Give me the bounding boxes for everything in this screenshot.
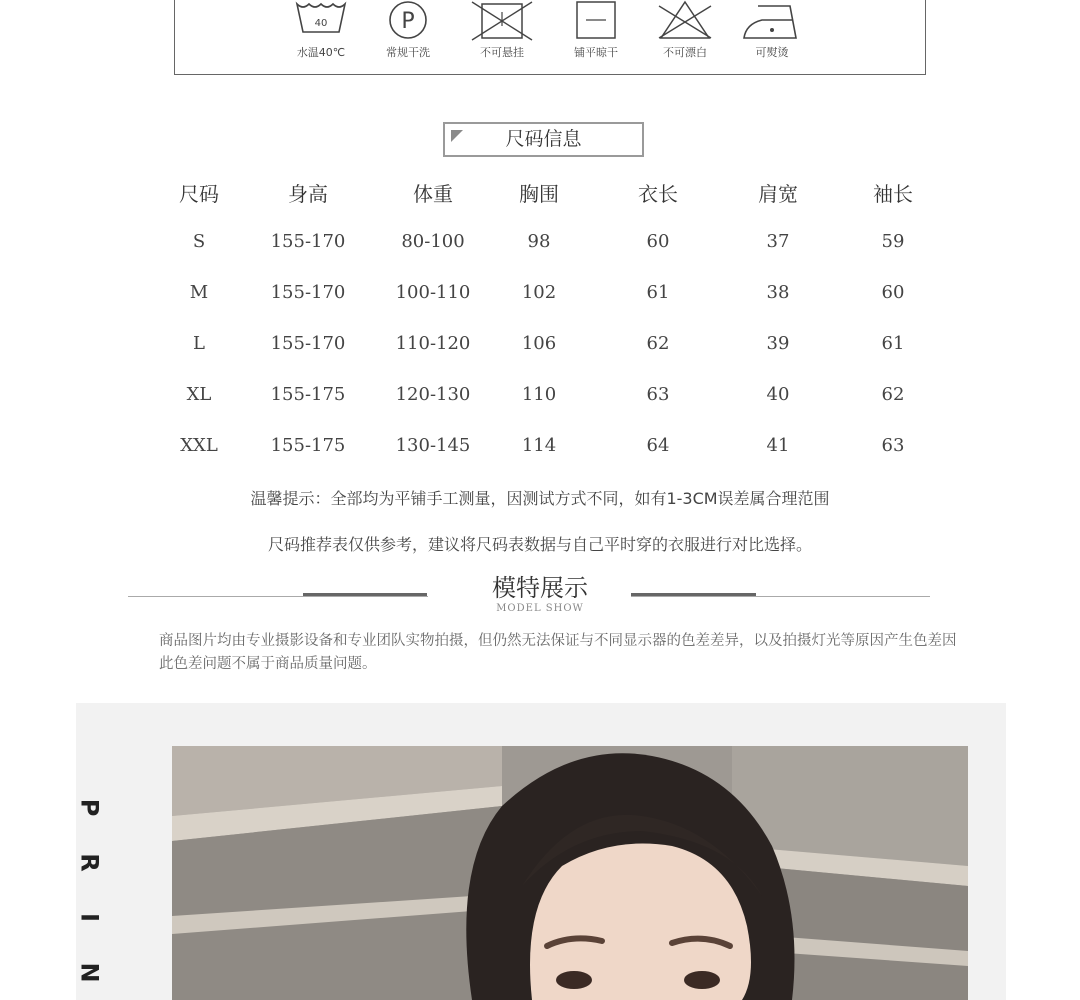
dry-clean-p-icon bbox=[386, 0, 430, 42]
vertical-letter: R bbox=[75, 853, 104, 872]
header-sleeve: 袖长 bbox=[873, 181, 913, 206]
header-height: 身高 bbox=[288, 181, 328, 206]
cell-size: XXL bbox=[180, 435, 218, 456]
cell-length: 64 bbox=[646, 435, 670, 456]
care-item-no-hang bbox=[462, 0, 542, 59]
svg-text:40: 40 bbox=[314, 18, 328, 29]
measurement-tip: 温馨提示：全部均为平铺手工测量，因测试方式不同，如有1-3CM误差属合理范围 bbox=[250, 489, 830, 508]
care-label-dry-flat: 铺平晾干 bbox=[574, 46, 618, 59]
cell-height: 155-170 bbox=[270, 333, 346, 354]
cell-length: 60 bbox=[646, 231, 670, 252]
cell-height: 155-170 bbox=[270, 231, 346, 252]
vertical-letter: P bbox=[75, 798, 104, 817]
cell-size: M bbox=[189, 282, 209, 303]
dry-flat-icon bbox=[574, 0, 618, 42]
cell-chest: 114 bbox=[521, 435, 557, 456]
cell-size: L bbox=[193, 333, 205, 354]
header-weight: 体重 bbox=[413, 181, 453, 206]
table-row bbox=[140, 420, 976, 471]
model-show-title: 模特展示 bbox=[492, 574, 588, 602]
cell-weight: 80-100 bbox=[401, 231, 465, 252]
care-item-no-bleach bbox=[645, 0, 725, 59]
corner-triangle-icon bbox=[451, 130, 463, 142]
cell-shoulder: 40 bbox=[766, 384, 790, 405]
iron-icon bbox=[740, 0, 804, 42]
cell-height: 155-175 bbox=[270, 384, 346, 405]
table-row bbox=[140, 318, 976, 369]
care-item-iron bbox=[732, 0, 812, 59]
cell-weight: 120-130 bbox=[395, 384, 471, 405]
care-item-dry-clean bbox=[368, 0, 448, 59]
cell-height: 155-175 bbox=[270, 435, 346, 456]
no-hang-dry-icon bbox=[470, 0, 534, 42]
cell-size: S bbox=[192, 231, 206, 252]
model-show-subtitle: MODEL SHOW bbox=[496, 603, 584, 614]
cell-chest: 98 bbox=[527, 231, 551, 252]
table-row bbox=[140, 267, 976, 318]
cell-length: 63 bbox=[646, 384, 670, 405]
header-length: 衣长 bbox=[638, 181, 678, 206]
care-item-dry-flat bbox=[556, 0, 636, 59]
cell-shoulder: 38 bbox=[766, 282, 790, 303]
care-instructions-box bbox=[174, 0, 926, 75]
cell-weight: 130-145 bbox=[395, 435, 471, 456]
care-label-dry-clean: 常规干洗 bbox=[386, 46, 430, 59]
table-row bbox=[140, 216, 976, 267]
cell-chest: 106 bbox=[521, 333, 557, 354]
cell-size: XL bbox=[186, 384, 212, 405]
no-bleach-icon bbox=[655, 0, 715, 42]
cell-shoulder: 39 bbox=[766, 333, 790, 354]
size-table-header-row bbox=[140, 168, 976, 216]
model-photo bbox=[172, 746, 968, 1000]
care-label-iron: 可熨烫 bbox=[755, 46, 789, 59]
header-chest: 胸围 bbox=[519, 181, 559, 206]
header-shoulder: 肩宽 bbox=[758, 181, 798, 206]
cell-shoulder: 41 bbox=[766, 435, 790, 456]
care-label-no-bleach: 不可漂白 bbox=[663, 46, 707, 59]
cell-chest: 102 bbox=[521, 282, 557, 303]
cell-length: 62 bbox=[646, 333, 670, 354]
cell-height: 155-170 bbox=[270, 282, 346, 303]
cell-weight: 110-120 bbox=[395, 333, 471, 354]
cell-sleeve: 63 bbox=[881, 435, 905, 456]
care-label-no-hang: 不可悬挂 bbox=[480, 46, 524, 59]
cell-weight: 100-110 bbox=[395, 282, 471, 303]
cell-sleeve: 61 bbox=[881, 333, 905, 354]
care-label-wash: 水温40℃ bbox=[296, 46, 346, 59]
cell-shoulder: 37 bbox=[766, 231, 790, 252]
cell-sleeve: 60 bbox=[881, 282, 905, 303]
cell-length: 61 bbox=[646, 282, 670, 303]
cell-sleeve: 59 bbox=[881, 231, 905, 252]
size-recommendation-tip: 尺码推荐表仅供参考，建议将尺码表数据与自己平时穿的衣服进行对比选择。 bbox=[267, 535, 812, 554]
color-disclaimer: 商品图片均由专业摄影设备和专业团队实物拍摄，但仍然无法保证与不同显示器的色差差异，以及拍摄灯光等原因产生色差因此色差问题不属于商品质量问题。 bbox=[159, 633, 957, 672]
cell-sleeve: 62 bbox=[881, 384, 905, 405]
model-photo-illustration bbox=[172, 746, 968, 1000]
svg-text:P: P bbox=[401, 9, 415, 34]
size-table bbox=[140, 168, 976, 471]
table-row bbox=[140, 369, 976, 420]
vertical-letter: N bbox=[75, 962, 104, 983]
cell-chest: 110 bbox=[521, 384, 557, 405]
size-info-title: 尺码信息 bbox=[443, 122, 644, 157]
care-item-wash bbox=[281, 0, 361, 59]
print-vertical-text bbox=[62, 780, 104, 1000]
header-size: 尺码 bbox=[179, 181, 219, 206]
wash-40-icon bbox=[293, 0, 349, 38]
vertical-letter: I bbox=[75, 913, 104, 922]
